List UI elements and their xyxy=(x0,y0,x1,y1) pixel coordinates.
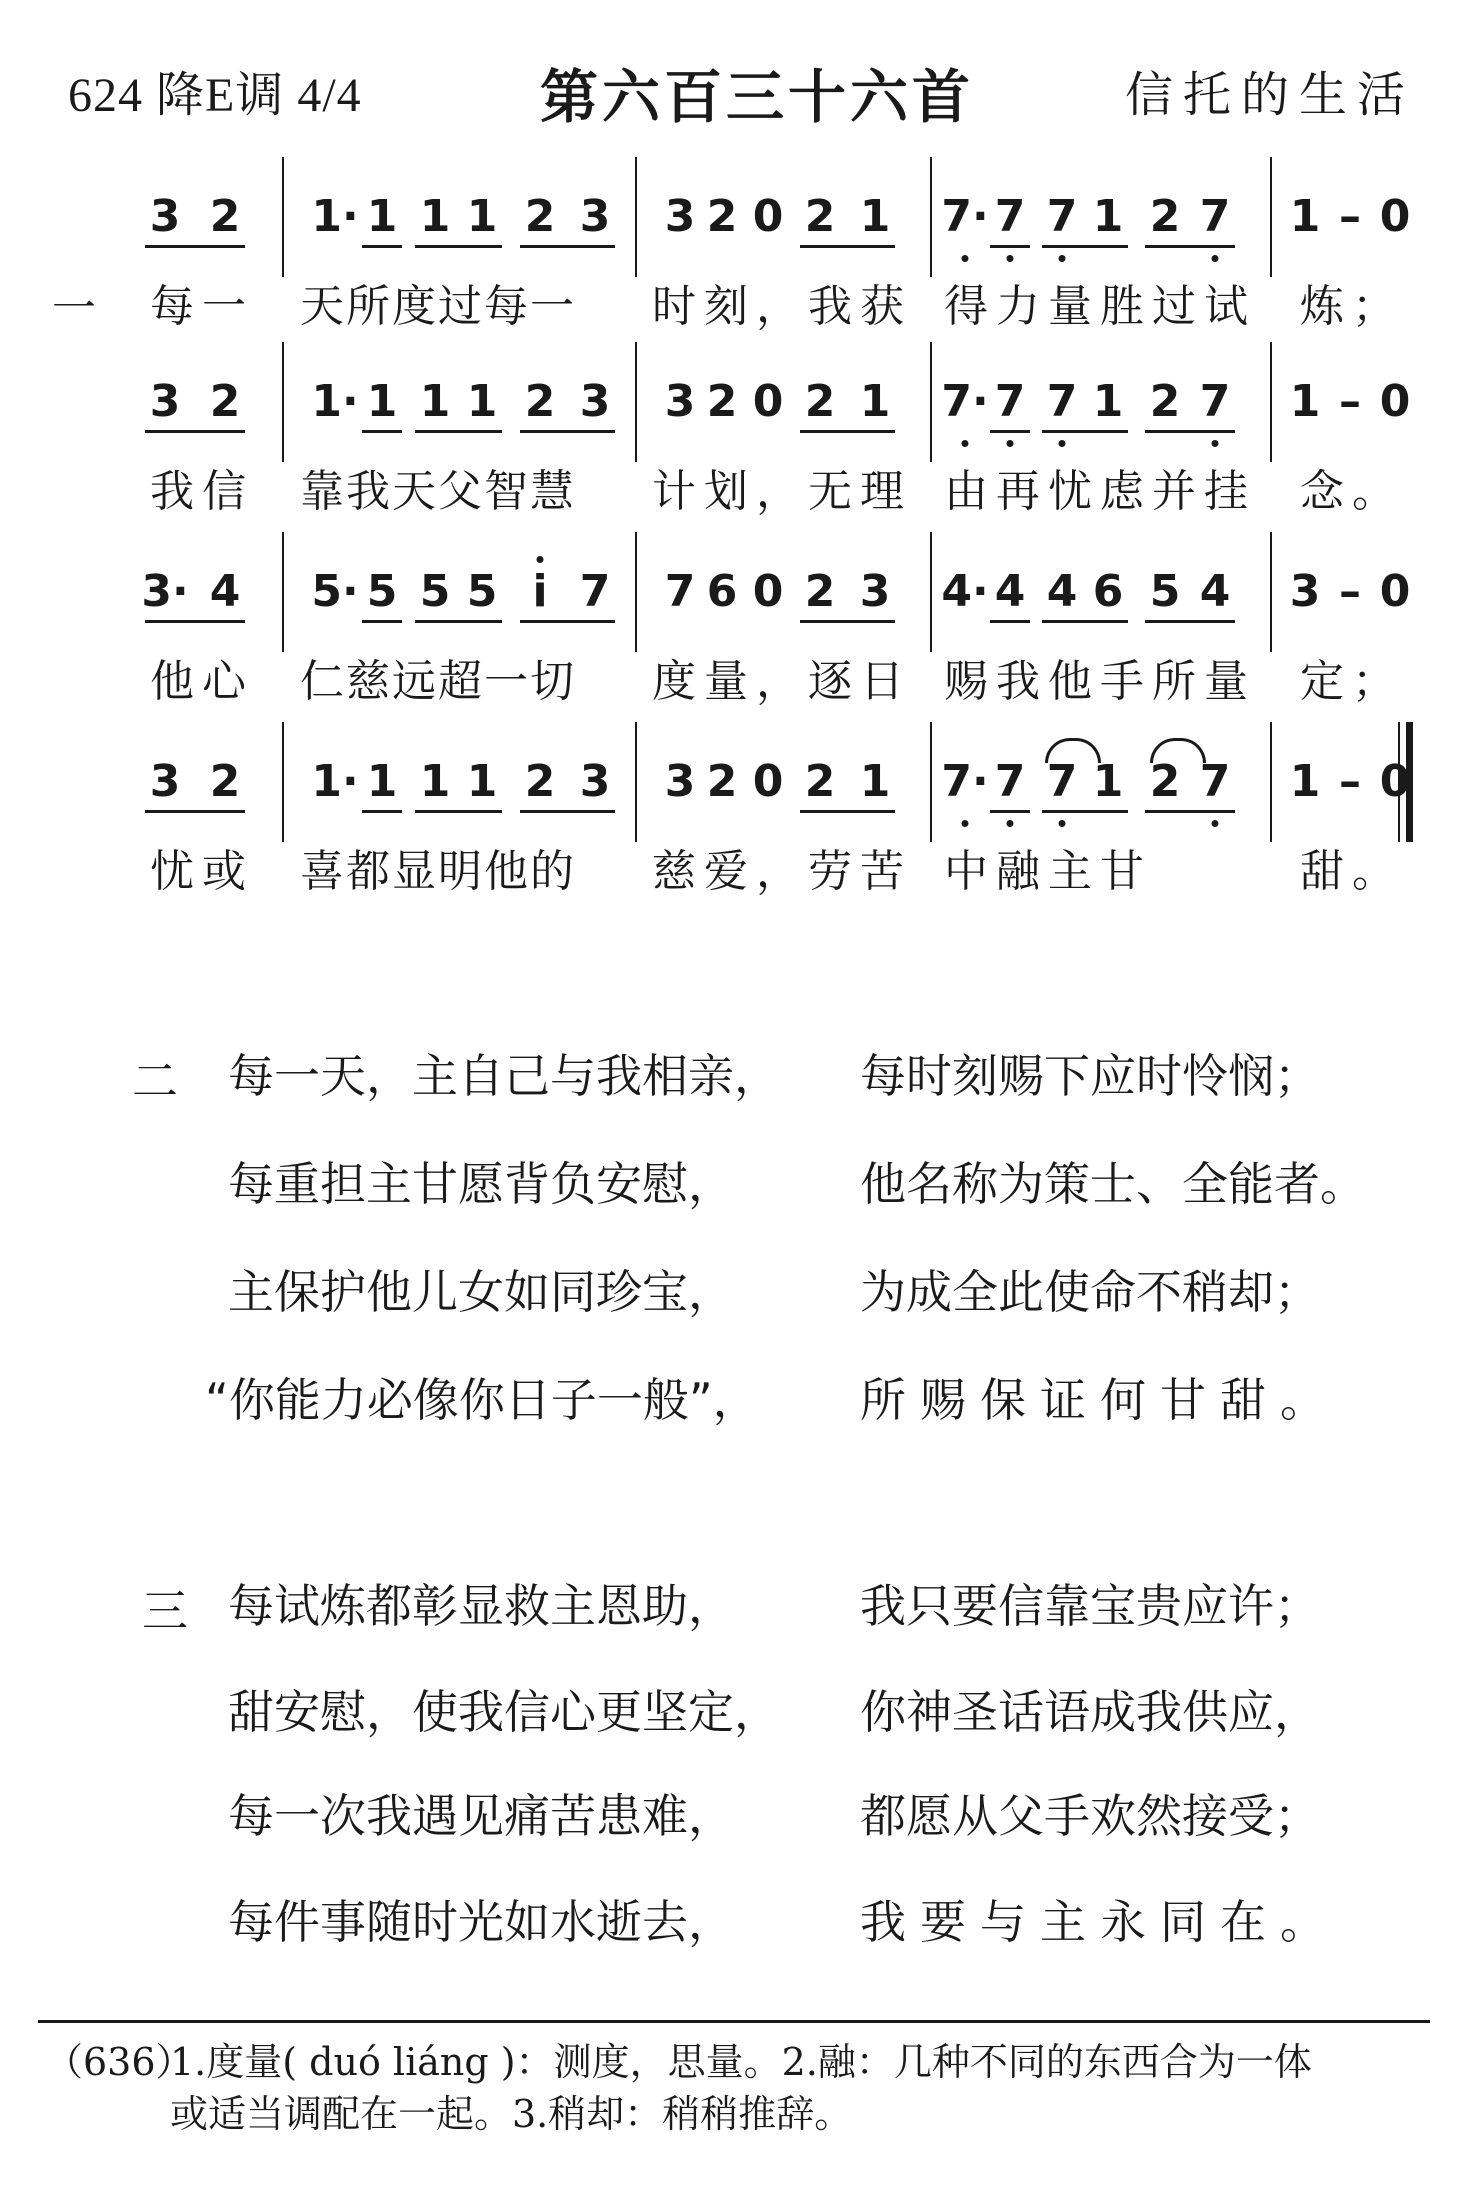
note: 3 xyxy=(149,191,181,242)
note: 1 xyxy=(419,191,451,242)
note: 5 xyxy=(366,566,398,617)
note: 5 xyxy=(419,566,451,617)
lyric: 仁慈远超一切 xyxy=(300,656,576,707)
note: 7 xyxy=(1199,376,1231,427)
note: 1 xyxy=(366,376,398,427)
note: – xyxy=(1339,756,1361,807)
beam-line xyxy=(1145,620,1235,623)
note: 1 xyxy=(1092,376,1124,427)
lyric: 甜。 xyxy=(1300,846,1404,897)
beam-line xyxy=(145,620,245,623)
hymn-meta: 624 降E调 4/4 xyxy=(68,69,362,122)
lyric: 炼； xyxy=(1300,281,1404,332)
hymn-title: 第六百三十六首 xyxy=(540,63,975,131)
note: 1 xyxy=(366,756,398,807)
barline xyxy=(635,722,637,842)
beam-line xyxy=(1145,430,1235,433)
note: 5 xyxy=(466,566,498,617)
note: 2 xyxy=(804,566,836,617)
hymn-theme: 信托的生活 xyxy=(1124,67,1415,123)
note: 1 xyxy=(366,191,398,242)
verse-2-line-3-a: 主保护他儿女如同珍宝， xyxy=(228,1265,734,1319)
beam-line xyxy=(1042,620,1128,623)
note: 3 xyxy=(1289,566,1321,617)
lyric: 他心 xyxy=(150,656,254,707)
beam-line xyxy=(520,810,615,813)
note: i xyxy=(532,566,548,617)
lyric: 念。 xyxy=(1300,466,1404,517)
note: 1 xyxy=(1092,756,1124,807)
footnote-line-2: 或适当调配在一起。3.稍却：稍稍推辞。 xyxy=(170,2092,853,2136)
lower-octave-dot xyxy=(1059,820,1066,827)
verse-2-label: 二 xyxy=(132,1054,178,1108)
verse-2-line-4-b: 所赐保证何甘甜。 xyxy=(860,1373,1340,1427)
lyric: 每一 xyxy=(150,281,254,332)
lower-octave-dot xyxy=(1059,255,1066,262)
footnote-ref: （636） xyxy=(45,2040,194,2084)
lyric: 定； xyxy=(1300,656,1404,707)
lyric: 喜都显明他的 xyxy=(300,846,576,897)
verse-3-line-1-a: 每试炼都彰显救主恩助， xyxy=(228,1579,734,1633)
barline xyxy=(635,342,637,462)
note: 7 xyxy=(994,376,1026,427)
barline xyxy=(635,157,637,277)
verse-3-line-3-b: 都愿从父手欢然接受； xyxy=(860,1789,1320,1843)
note: 2 xyxy=(804,756,836,807)
beam-line xyxy=(520,245,615,248)
lower-octave-dot xyxy=(1007,255,1014,262)
note: 3 xyxy=(664,756,696,807)
beam-line xyxy=(800,430,895,433)
note: 2 xyxy=(524,376,556,427)
note: 1 xyxy=(419,376,451,427)
verse-2-line-1-a: 每一天，主自己与我相亲， xyxy=(228,1049,780,1103)
barline xyxy=(930,157,932,277)
note: 1· xyxy=(311,756,359,807)
verse-3-line-2-b: 你神圣话语成我供应， xyxy=(860,1685,1320,1739)
lyric: 赐我他手所量 xyxy=(944,656,1256,707)
lyric: 度量，逐日 xyxy=(652,656,912,707)
lyric: 靠我天父智慧 xyxy=(300,466,576,517)
note: 7 xyxy=(1199,191,1231,242)
note: 7 xyxy=(1046,376,1078,427)
note: 1 xyxy=(1289,191,1321,242)
lyric: 时刻，我获 xyxy=(652,281,912,332)
beam-line xyxy=(362,430,402,433)
note: 2 xyxy=(706,756,738,807)
note: 3 xyxy=(579,191,611,242)
jianpu-score xyxy=(0,0,1470,900)
note: 0 xyxy=(752,566,784,617)
barline xyxy=(1270,157,1272,277)
note: 4· xyxy=(941,566,989,617)
note: 2 xyxy=(1149,756,1181,807)
beam-line xyxy=(990,245,1030,248)
beam-line xyxy=(145,810,245,813)
note: 2 xyxy=(706,376,738,427)
note: 1 xyxy=(419,756,451,807)
beam-line xyxy=(145,430,245,433)
note: 2 xyxy=(209,756,241,807)
note: 7· xyxy=(941,191,989,242)
lyric: 得力量胜过试 xyxy=(944,281,1256,332)
lower-octave-dot xyxy=(1212,255,1219,262)
note: 0 xyxy=(752,756,784,807)
note: 0 xyxy=(1379,566,1411,617)
note: 2 xyxy=(209,191,241,242)
lyric: 天所度过每一 xyxy=(300,281,576,332)
beam-line xyxy=(362,620,402,623)
note: 1 xyxy=(1092,191,1124,242)
lower-octave-dot xyxy=(1212,440,1219,447)
note: 3 xyxy=(664,376,696,427)
lower-octave-dot xyxy=(962,255,969,262)
verse-1-label: 一 xyxy=(52,283,96,334)
beam-line xyxy=(990,430,1030,433)
barline xyxy=(282,722,284,842)
verse-2-line-1-b: 每时刻赐下应时怜悯； xyxy=(860,1049,1320,1103)
lyric: 由再忧虑并挂 xyxy=(944,466,1256,517)
note: 1 xyxy=(466,756,498,807)
note: 6 xyxy=(706,566,738,617)
lower-octave-dot xyxy=(1007,440,1014,447)
lyric: 中融主甘 xyxy=(944,846,1152,897)
note: 4 xyxy=(994,566,1026,617)
verse-3-line-1-b: 我只要信靠宝贵应许； xyxy=(860,1579,1320,1633)
note: 0 xyxy=(1379,376,1411,427)
beam-line xyxy=(520,430,615,433)
lower-octave-dot xyxy=(1212,820,1219,827)
note: 2 xyxy=(706,191,738,242)
note: 4 xyxy=(1046,566,1078,617)
note: 7 xyxy=(994,191,1026,242)
beam-line xyxy=(800,810,895,813)
note: 3 xyxy=(664,191,696,242)
lower-octave-dot xyxy=(962,440,969,447)
beam-line xyxy=(990,620,1030,623)
slur xyxy=(1150,738,1206,763)
note: 1 xyxy=(1289,756,1321,807)
beam-line xyxy=(990,810,1030,813)
note: – xyxy=(1339,191,1361,242)
beam-line xyxy=(415,620,502,623)
note: 2 xyxy=(1149,191,1181,242)
note: 1· xyxy=(311,376,359,427)
beam-line xyxy=(415,430,502,433)
note: 2 xyxy=(804,191,836,242)
note: 7 xyxy=(994,756,1026,807)
note: 4 xyxy=(209,566,241,617)
lyric: 计划，无理 xyxy=(652,466,912,517)
note: 1· xyxy=(311,191,359,242)
beam-line xyxy=(520,620,615,623)
beam-line xyxy=(800,245,895,248)
lower-octave-dot xyxy=(1059,440,1066,447)
note: 7 xyxy=(1046,191,1078,242)
beam-line xyxy=(1145,810,1235,813)
beam-line xyxy=(145,245,245,248)
barline xyxy=(930,342,932,462)
note: 1 xyxy=(859,191,891,242)
note: 7 xyxy=(1199,756,1231,807)
footnote-line-1: 1.度量( duó liáng )：测度，思量。2.融：几种不同的东西合为一体 xyxy=(170,2040,1312,2084)
note: 2 xyxy=(524,191,556,242)
note: – xyxy=(1339,566,1361,617)
note: 2 xyxy=(209,376,241,427)
verse-2-line-2-a: 每重担主甘愿背负安慰， xyxy=(228,1157,734,1211)
note: 7· xyxy=(941,376,989,427)
beam-line xyxy=(1042,810,1128,813)
barline xyxy=(282,342,284,462)
note: 1 xyxy=(859,756,891,807)
verse-2-line-2-b: 他名称为策士、全能者。 xyxy=(860,1157,1366,1211)
barline xyxy=(930,722,932,842)
note: 5· xyxy=(311,566,359,617)
upper-octave-dot xyxy=(537,556,544,563)
note: 1 xyxy=(1289,376,1321,427)
note: 3 xyxy=(579,376,611,427)
barline xyxy=(282,157,284,277)
note: 1 xyxy=(859,376,891,427)
beam-line xyxy=(800,620,895,623)
barline xyxy=(1270,722,1272,842)
beam-line xyxy=(415,810,502,813)
note: 0 xyxy=(752,191,784,242)
barline xyxy=(1270,342,1272,462)
verse-3-line-2-a: 甜安慰，使我信心更坚定， xyxy=(228,1685,780,1739)
note: 3 xyxy=(859,566,891,617)
lower-octave-dot xyxy=(1007,820,1014,827)
note: 3 xyxy=(149,756,181,807)
note: 0 xyxy=(1379,191,1411,242)
beam-line xyxy=(1042,245,1128,248)
beam-line xyxy=(362,810,402,813)
note: 3 xyxy=(579,756,611,807)
verse-3-label: 三 xyxy=(142,1584,188,1638)
verse-2-line-3-b: 为成全此使命不稍却； xyxy=(860,1265,1320,1319)
lyric: 忧或 xyxy=(150,846,254,897)
beam-line xyxy=(1145,245,1235,248)
note: 0 xyxy=(1379,756,1411,807)
verse-3-line-4-b: 我要与主永同在。 xyxy=(860,1895,1340,1949)
note: 6 xyxy=(1092,566,1124,617)
note: 0 xyxy=(752,376,784,427)
note: 5 xyxy=(1149,566,1181,617)
beam-line xyxy=(362,245,402,248)
note: 2 xyxy=(524,756,556,807)
verse-3-line-4-a: 每件事随时光如水逝去， xyxy=(228,1895,734,1949)
beam-line xyxy=(1042,430,1128,433)
note: 7 xyxy=(579,566,611,617)
verse-3-line-3-a: 每一次我遇见痛苦患难， xyxy=(228,1789,734,1843)
note: 3 xyxy=(149,376,181,427)
beam-line xyxy=(415,245,502,248)
note: 3· xyxy=(141,566,189,617)
lyric: 慈爱，劳苦 xyxy=(652,846,912,897)
footnote-divider xyxy=(38,2020,1430,2023)
note: 1 xyxy=(466,191,498,242)
slur xyxy=(1045,738,1101,763)
barline xyxy=(282,532,284,652)
barline xyxy=(1270,532,1272,652)
note: 7 xyxy=(1046,756,1078,807)
note: 7 xyxy=(664,566,696,617)
barline xyxy=(635,532,637,652)
barline xyxy=(930,532,932,652)
note: 2 xyxy=(1149,376,1181,427)
verse-2-line-4-a: “你能力必像你日子一般”， xyxy=(205,1373,759,1427)
note: 1 xyxy=(466,376,498,427)
note: 2 xyxy=(804,376,836,427)
note: – xyxy=(1339,376,1361,427)
lyric: 我信 xyxy=(150,466,254,517)
note: 4 xyxy=(1199,566,1231,617)
note: 7· xyxy=(941,756,989,807)
lower-octave-dot xyxy=(962,820,969,827)
